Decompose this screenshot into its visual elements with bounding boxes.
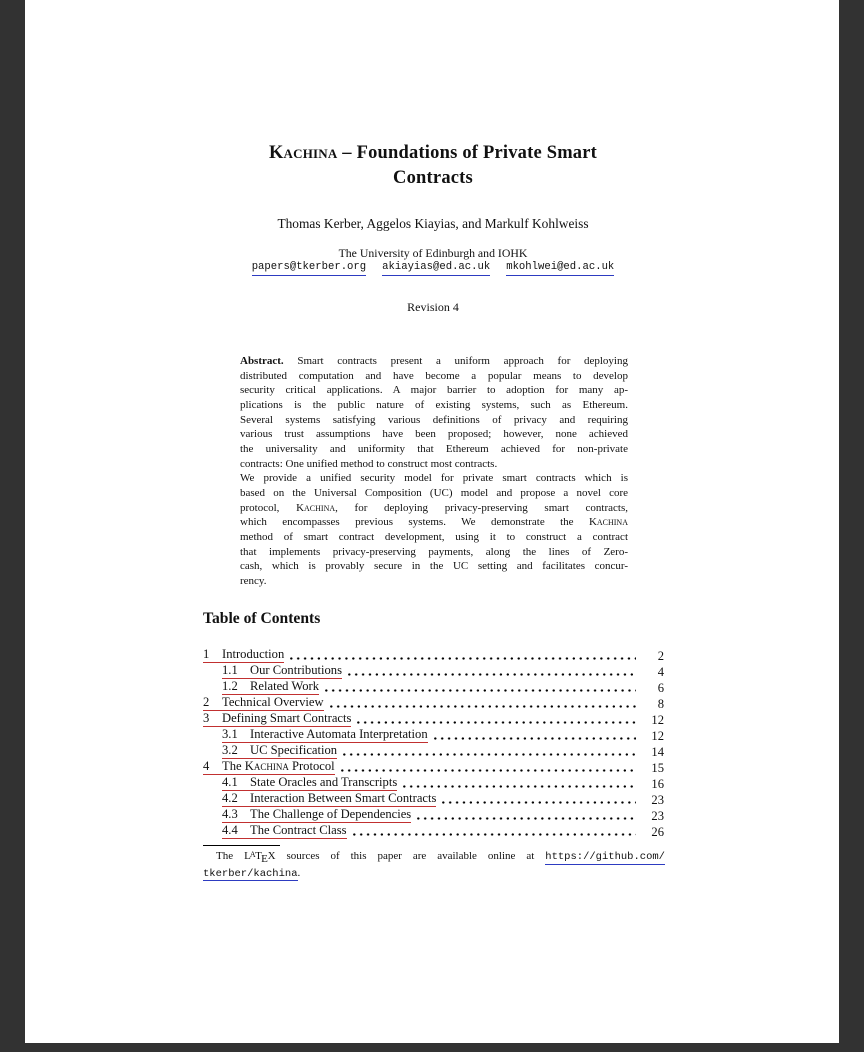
abstract-line: plications is the public nature of existing systems, such as Ethereum. bbox=[240, 398, 628, 411]
toc-number: 4.3 bbox=[222, 807, 238, 821]
toc-dot-leader bbox=[325, 689, 636, 692]
toc-page-number: 12 bbox=[651, 729, 664, 743]
toc-number: 1 bbox=[203, 647, 210, 661]
revision-label: Revision 4 bbox=[407, 300, 459, 314]
toc-dot-leader bbox=[343, 753, 636, 756]
toc-row bbox=[203, 791, 664, 807]
paper-page bbox=[25, 0, 839, 1043]
toc-number: 4 bbox=[203, 759, 210, 773]
toc-dot-leader bbox=[330, 705, 636, 708]
toc-title: The Contract Class bbox=[250, 823, 347, 837]
toc-dot-leader bbox=[403, 785, 636, 788]
toc-number: 1.1 bbox=[222, 663, 238, 677]
toc-page-number: 26 bbox=[651, 825, 664, 839]
toc-row bbox=[203, 663, 664, 679]
toc-dot-leader bbox=[417, 817, 636, 820]
toc-title: Technical Overview bbox=[222, 695, 324, 709]
toc-page-number: 2 bbox=[657, 649, 664, 663]
toc-row bbox=[203, 647, 664, 663]
toc-entry-link[interactable] bbox=[222, 808, 411, 823]
toc-row bbox=[203, 727, 664, 743]
toc-entry-link[interactable] bbox=[222, 664, 342, 679]
toc-entry-link[interactable] bbox=[222, 744, 337, 759]
abstract-line: the universality and uniformity that Ethereum achieved for non-private bbox=[240, 442, 628, 455]
toc-page-number: 4 bbox=[657, 665, 664, 679]
abstract-line: protocol, Kachina, for deploying privacy-preserving smart contracts, bbox=[240, 501, 628, 514]
toc-entry-link[interactable] bbox=[222, 680, 319, 695]
abstract-line: based on the Universal Composition (UC) model and propose a novel core bbox=[240, 486, 628, 499]
abstract-line: various trust assumptions have been proposed; however, none achieved bbox=[240, 428, 628, 441]
toc-number: 3 bbox=[203, 711, 210, 725]
toc-row bbox=[203, 679, 664, 695]
abstract-line: Abstract. Smart contracts present a uniform approach for deploying bbox=[240, 355, 628, 367]
toc-entry-link[interactable] bbox=[203, 760, 335, 775]
toc-entry-link[interactable] bbox=[222, 792, 436, 807]
toc-page-number: 6 bbox=[657, 681, 664, 695]
toc-title: Related Work bbox=[250, 679, 320, 693]
github-link[interactable]: tkerber/kachina bbox=[203, 867, 298, 880]
toc-page-number: 14 bbox=[651, 745, 664, 759]
abstract-line: Several systems satisfying various definitions of privacy and requiring bbox=[240, 413, 628, 426]
toc-row bbox=[203, 775, 664, 791]
toc-entry-link[interactable] bbox=[222, 824, 347, 839]
toc-page-number: 15 bbox=[651, 761, 664, 775]
toc-number: 4.2 bbox=[222, 791, 238, 805]
toc-title: The Kachina Protocol bbox=[222, 759, 335, 773]
toc-row bbox=[203, 711, 664, 727]
toc-row bbox=[203, 695, 664, 711]
toc-number: 4.1 bbox=[222, 775, 238, 789]
toc-page-number: 8 bbox=[657, 697, 664, 711]
email-link[interactable]: papers@tkerber.org bbox=[252, 261, 366, 276]
toc-dot-leader bbox=[353, 833, 636, 836]
toc-title: UC Specification bbox=[250, 743, 338, 757]
toc-row bbox=[203, 743, 664, 759]
toc-dot-leader bbox=[348, 673, 636, 676]
abstract-line: cash, which is provably secure in the UC setting and facilitates concur- bbox=[240, 560, 628, 573]
abstract-line: distributed computation and have become a popular means to develop bbox=[240, 369, 628, 382]
authors-line: Thomas Kerber, Aggelos Kiayias, and Markulf Kohlweiss bbox=[277, 216, 589, 231]
paper-title: Kachina – Foundations of Private Smart Contracts bbox=[268, 143, 598, 188]
email-links-row bbox=[203, 261, 663, 276]
toc-entry-link[interactable] bbox=[203, 712, 351, 727]
toc-entry-link[interactable] bbox=[222, 728, 428, 743]
abstract-line: that implements privacy-preserving payments, along the lines of Zero- bbox=[240, 545, 628, 558]
email-link[interactable]: mkohlwei@ed.ac.uk bbox=[506, 261, 614, 276]
toc-title: State Oracles and Transcripts bbox=[250, 775, 398, 789]
toc-page-number: 23 bbox=[651, 793, 664, 807]
toc-page-number: 12 bbox=[651, 713, 664, 727]
toc-number: 1.2 bbox=[222, 679, 238, 693]
toc-dot-leader bbox=[290, 657, 636, 660]
toc-title: Introduction bbox=[222, 647, 285, 661]
abstract-line: contracts: One unified method to construct most contracts. bbox=[240, 457, 498, 470]
toc-row bbox=[203, 807, 664, 823]
abstract-line: which encompasses previous systems. We demonstrate the Kachina bbox=[240, 516, 628, 529]
toc-page-number: 16 bbox=[651, 777, 664, 791]
toc-number: 3.1 bbox=[222, 727, 238, 741]
toc-title: Interaction Between Smart Contracts bbox=[250, 791, 437, 805]
toc-row bbox=[203, 759, 664, 775]
toc-number: 3.2 bbox=[222, 743, 238, 757]
toc-title: Our Contributions bbox=[250, 663, 343, 677]
toc-number: 4.4 bbox=[222, 823, 238, 837]
footnote-rule bbox=[203, 845, 280, 846]
toc-title: Defining Smart Contracts bbox=[222, 711, 352, 725]
toc-dot-leader bbox=[341, 769, 636, 772]
abstract-line: method of smart contract development, using it to construct a contract bbox=[240, 530, 628, 543]
affiliation-line: The University of Edinburgh and IOHK bbox=[338, 246, 528, 260]
toc-entry-link[interactable] bbox=[222, 776, 397, 791]
toc-row bbox=[203, 823, 664, 839]
toc-title: Interactive Automata Interpretation bbox=[250, 727, 428, 741]
footnote-text: The $L^ATEX$ sources of this paper are available online at https://github.com/ tkerber/kachina. bbox=[203, 850, 665, 880]
abstract-line: We provide a unified security model for private smart contracts which is bbox=[240, 472, 628, 485]
toc-dot-leader bbox=[434, 737, 636, 740]
toc-dot-leader bbox=[442, 801, 636, 804]
toc-page-number: 23 bbox=[651, 809, 664, 823]
github-link[interactable]: https://github.com/ bbox=[545, 851, 665, 864]
toc-number: 2 bbox=[203, 695, 210, 709]
toc-dot-leader bbox=[357, 721, 636, 724]
toc-title: The Challenge of Dependencies bbox=[250, 807, 412, 821]
email-link[interactable]: akiayias@ed.ac.uk bbox=[382, 261, 490, 276]
toc-heading: Table of Contents bbox=[203, 610, 321, 627]
toc-list bbox=[203, 647, 664, 839]
toc-entry-link[interactable] bbox=[203, 648, 284, 663]
abstract-block bbox=[240, 354, 628, 589]
abstract-line: security critical applications. A major barrier to adoption for many ap- bbox=[240, 384, 628, 397]
abstract-line: rency. bbox=[240, 574, 267, 587]
toc-entry-link[interactable] bbox=[203, 696, 324, 711]
